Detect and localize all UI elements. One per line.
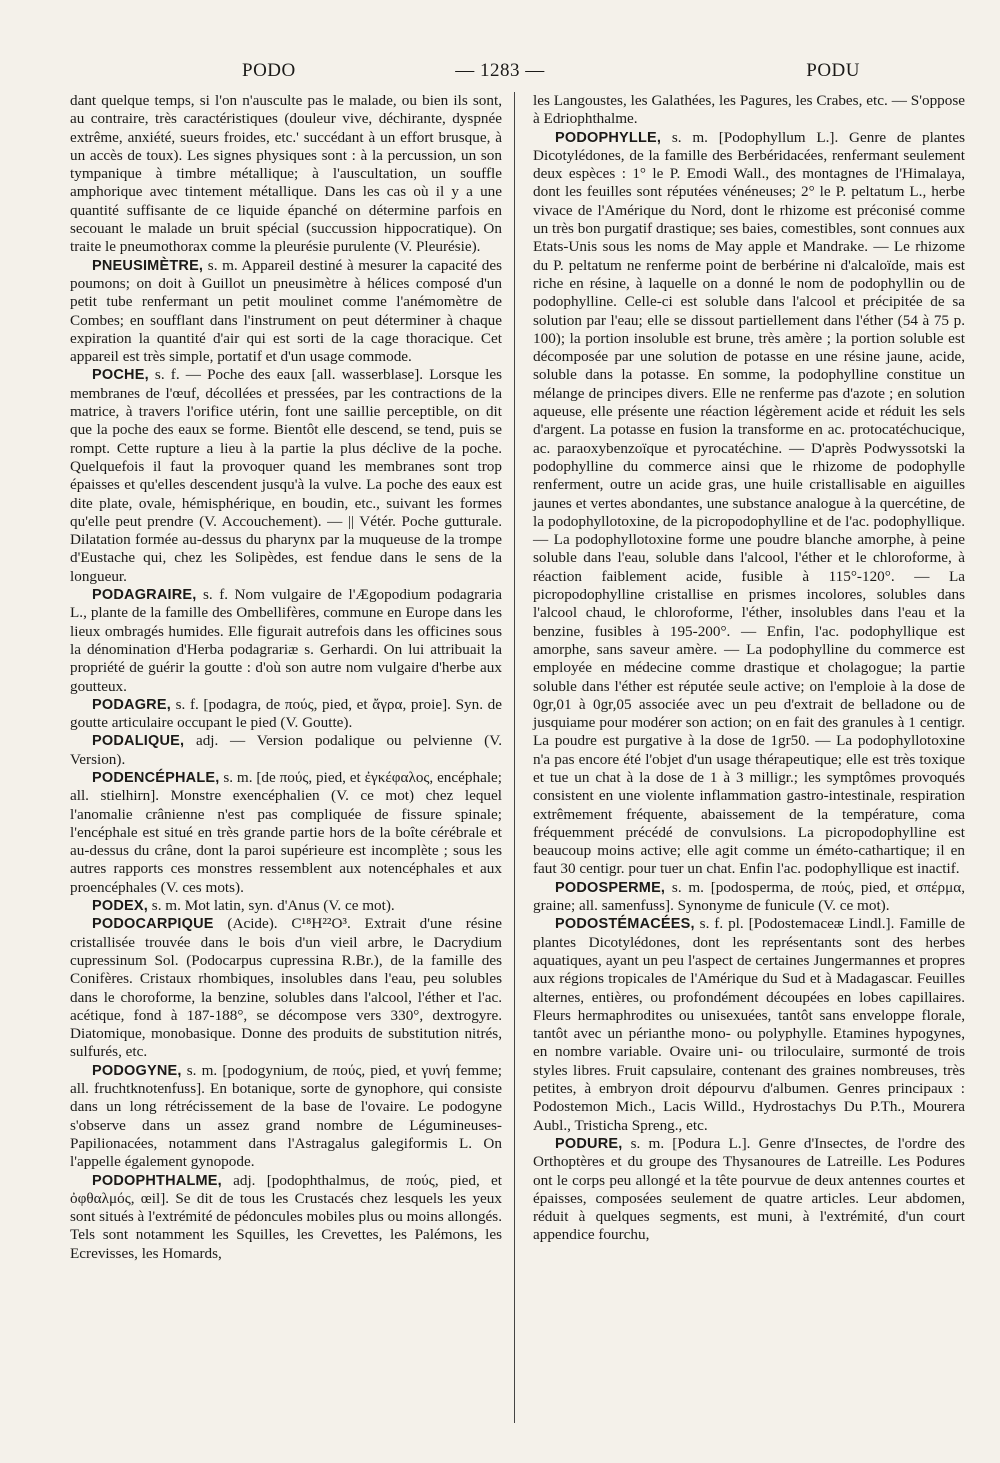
- dictionary-entry: [70, 257, 502, 367]
- entry-headword: PODURE,: [555, 1135, 623, 1152]
- entry-headword: PODOPHTHALME,: [92, 1172, 222, 1189]
- dictionary-entry: [70, 1172, 502, 1263]
- dictionary-entry: [70, 897, 502, 915]
- entry-text: adj. — Version podalique ou pelvienne (V. Version).: [70, 732, 502, 768]
- entry-text: s. m. [Podophyllum L.]. Genre de plantes Dicotylédones, de la famille des Berbéridacées, renfermant seulement deux espèces : 1° le P. Emodi Wall., des montagnes de l'Himalaya, dont les feuilles sont réputées vénéneuses; 2° le P. peltatum L., herbe vivace de l'Amérique du Nord, dont le rhizome est préconisé comme un très bon purgatif drastique; ses baies, comestibles, sont connues aux Etats-Unis sous les noms de May apple et Mandrake. — Le rhizome du P. peltatum ne renferme point de berbérine ni d'alcaloïde, mais est riche en résine, à laquelle on a donné le nom de podophyllin ou de podophylline. Celle-ci est soluble dans l'alcool et précipitée de sa solution par l'eau; elle se dissout partiellement dans l'éther (54 à 75 p. 100); la portion insoluble est brune, très amère ; la portion soluble est décomposée par une solution de potasse en une résine jaune, acide, soluble dans la potasse. En somme, la podophylline constitue un mélange de principes divers. Elle ne renferme pas d'azote ; en solution aqueuse, elle présente une réaction légèrement acide et réduit les sels d'argent. La potasse en fusion la transforme en ac. protocatéchucique, ac. paraoxybenzoïque et pyrocatéchine. — D'après Podwyssotski la podophylline du commerce ainsi que le rhizome de podophylle renferment, outre un acide gras, une huile cristallisable en aiguilles jaunes et vertes abondantes, une substance analogue à la quercétine, de la podophyllotoxine, de la picropodophylline et de l'ac. podophyllique. — La podophyllotoxine forme une poudre blanche amorphe, à peine soluble dans l'eau, soluble dans l'alcool, l'éther et le chloroforme, à réaction faiblement acide, fusible à 115°-120°. — La picropodophylline cristallise en prismes incolores, solubles dans l'alcool chaud, le chloroforme, l'éther, insolubles dans l'eau et la benzine, fusibles à 195-200°. — Enfin, l'ac. podophyllique est amorphe, sans saveur amère. — La podophylline du commerce est employée en médecine comme drastique et cholagogue; la partie soluble dans l'éther est réputée seule active; on l'emploie à la dose de 0gr,01 à 0gr,05 associée avec un peu d'extrait de belladone ou de jusquiame pour modérer son action; on en fait des granules à 1 centigr. La poudre est purgative à la dose de 1gr50. — La podophyllotoxine n'a pas encore été l'objet d'un usage thérapeutique; elle est très toxique et tue un chat à la dose de 1 à 3 milligr.; les symptômes provoqués consistent en une violente inflammation gastro-intestinale, respiration extrêmement fréquente, abaissement de la température, coma fréquemment précédé de convulsions. La picropodophylline est beaucoup moins active; elle agit comme un éméto-cathartique; il en faut 30 centigr. pour tuer un chat. Enfin l'ac. podophyllique est inactif.: [533, 128, 965, 878]
- entry-text: s. f. [podagra, de πούς, pied, et ἄγρα, proie]. Syn. de goutte articulaire occupant le pied (V. Goutte).: [70, 695, 502, 732]
- entry-headword: PODOSPERME,: [555, 879, 666, 896]
- dictionary-entry: [70, 92, 502, 257]
- entry-text: s. f. — Poche des eaux [all. wasserblase]. Lorsque les membranes de l'œuf, décollées et pressées, par les contractions de la matrice, à travers l'orifice utérin, font une saillie perceptible, on dit que la poche des eaux se forme. Bientôt elle descend, se tend, puis se rompt. Cette rupture a lieu à la partie la plus déclive de la poche. Quelquefois il faut la provoquer quand les membranes sont trop épaisses et qu'elles descendent jusqu'à la vulve. La poche des eaux est dite plate, ovale, hémisphérique, en boudin, etc., suivant les formes qu'elle peut prendre (V. Accouchement). — || Vétér. Poche gutturale. Dilatation formée au-dessus du pharynx par la muqueuse de la trompe d'Eustache qui, chez les Solipèdes, est fendue dans le sens de la longueur.: [70, 366, 502, 585]
- dictionary-entry: [70, 732, 502, 769]
- left-column: [70, 92, 515, 1423]
- entry-text: s. m. Appareil destiné à mesurer la capacité des poumons; on doit à Guillot un pneusimètre à hélices composé d'un petit tube renfermant un petit moulinet comme l'anémomètre de Combes; en soufflant dans l'instrument on peut déterminer à chaque expiration la quantité d'air qui est sorti de la cage thoracique. Cet appareil est très simple, portatif et d'un usage commode.: [70, 256, 502, 366]
- entry-headword: POCHE,: [92, 367, 149, 384]
- entry-headword: PODOSTÉMACÉES,: [555, 916, 695, 933]
- entry-text: s. m. Mot latin, syn. d'Anus (V. ce mot).: [148, 897, 395, 915]
- entry-headword: PODAGRAIRE,: [92, 587, 197, 604]
- page-number: — 1283 —: [455, 60, 545, 81]
- dictionary-entry: [533, 129, 965, 879]
- entry-headword: PODALIQUE,: [92, 733, 185, 750]
- entry-text: dant quelque temps, si l'on n'ausculte pas le malade, ou bien ils sont, au contraire, très caractéristiques (douleur vive, déchirante, dyspnée extrême, anxiété, sueurs froides, etc.' succédant à un effort brusque, à un accès de toux). Les signes physiques sont : à la percussion, un son tympanique à timbre métallique; à l'auscultation, un souffle amphorique avec tintement métallique. Dans les cas où il y a une quantité suffisante de ce liquide épanché on détermine parfois en secouant le malade un bruit spécial (succussion hippocratique). On traite le pneumothorax comme la pleurésie purulente (V. Pleurésie).: [70, 92, 502, 256]
- entry-headword: PODOCARPIQUE: [92, 916, 214, 933]
- text-columns: [70, 92, 965, 1423]
- entry-text: les Langoustes, les Galathées, les Pagures, les Crabes, etc. — S'oppose à Edriophthalme.: [533, 92, 965, 128]
- entry-text: (Acide). C¹⁸H²²O³. Extrait d'une résine cristallisée trouvée dans le bois d'un vieil arbre, le Dacrydium cupressinum Sol. (Podocarpus cupressina R.Br.), de la famille des Conifères. Cristaux rhombiques, insolubles dans l'eau, peu solubles dans le choroforme, la benzine, solubles dans l'alcool, l'éther et l'ac. acétique, fond à 187-188°, se décompose vers 330°, dextrogyre. Diatomique, monobasique. Donne des produits de substitution nitrés, sulfurés, etc.: [70, 915, 502, 1061]
- dictionary-entry: [533, 92, 965, 129]
- header-left-guide-word: PODO: [242, 60, 296, 81]
- dictionary-entry: [70, 1062, 502, 1172]
- entry-text: s. f. pl. [Podostemaceæ Lindl.]. Famille de plantes Dicotylédones, dont les représentants sont des herbes aquatiques, ayant un peu l'aspect de certaines Jungermannes et propres aux régions tropicales de l'Amérique du Sud et à Madagascar. Feuilles alternes, entières, ou profondément découpées en lobes capillaires. Fleurs hermaphrodites ou unisexuées, tantôt sans enveloppe florale, tantôt avec un périanthe mono- ou polyphylle. Etamines hypogynes, en nombre variable. Ovaire uni- ou triloculaire, surmonté de trois styles libres. Fruit capsulaire, contenant des graines nombreuses, très petites, à embryon droit dépourvu d'albumen. Genres principaux : Podostemon Mich., Lacis Willd., Hydrostachys Du P.Th., Mourera Aubl., Tristicha Spreng., etc.: [533, 915, 965, 1134]
- dictionary-entry: [533, 915, 965, 1135]
- entry-text: s. m. [podogynium, de πούς, pied, et γυνή femme; all. fruchtknotenfuss]. En botanique, sorte de gynophore, qui consiste dans un long rétrécissement de la base de l'ovaire. Le podogyne s'observe dans un assez grand nombre de Légumineuses-Papilionacées, notamment dans l'Astragalus galegiformis L. On l'appelle également gynopode.: [70, 1061, 502, 1171]
- dictionary-entry: [70, 586, 502, 696]
- entry-text: s. m. [podosperma, de πούς, pied, et σπέρμα, graine; all. samenfuss]. Synonyme de funicule (V. ce mot).: [533, 878, 965, 915]
- entry-text: s. f. Nom vulgaire de l'Ægopodium podagraria L., plante de la famille des Ombellifères, commune en Europe dans les lieux ombragés humides. Elle figurait autrefois dans les officines sous la dénomination d'Herba podagrariæ s. Gerhardi. On lui attribuait la propriété de guérir la goutte : d'où son autre nom vulgaire d'herbe aux goutteux.: [70, 586, 502, 695]
- dictionary-entry: [70, 769, 502, 897]
- dictionary-entry: [533, 1135, 965, 1245]
- entry-headword: PODOGYNE,: [92, 1062, 182, 1079]
- entry-headword: PODEX,: [92, 898, 148, 915]
- entry-headword: PODOPHYLLE,: [555, 129, 662, 146]
- dictionary-entry: [70, 696, 502, 733]
- right-column: [529, 92, 965, 1423]
- dictionary-entry: [70, 366, 502, 586]
- entry-headword: PODAGRE,: [92, 696, 171, 713]
- page-header: [70, 56, 930, 86]
- dictionary-entry: [70, 915, 502, 1061]
- entry-text: adj. [podophthalmus, de πούς, pied, et ὀφθαλμός, œil]. Se dit de tous les Crustacés chez lesquels les yeux sont situés à l'extrémité de pédoncules mobiles plus ou moins allongés. Tels sont notamment les Squilles, les Crevettes, les Palémons, les Ecrevisses, les Homards,: [70, 1171, 502, 1262]
- entry-headword: PODENCÉPHALE,: [92, 769, 220, 786]
- header-right-guide-word: PODU: [806, 60, 860, 81]
- dictionary-entry: [533, 879, 965, 916]
- entry-headword: PNEUSIMÈTRE,: [92, 257, 204, 274]
- entry-text: s. m. [Podura L.]. Genre d'Insectes, de l'ordre des Orthoptères et du groupe des Thysanoures de Latreille. Les Podures ont le corps peu allongé et la tête pourvue de deux antennes courtes et épaisses, composées seulement de quatre articles. Leur abdomen, réduit à quelques segments, est muni, à l'extrémité, d'un court appendice fourchu,: [533, 1134, 965, 1244]
- entry-text: s. m. [de πούς, pied, et ἐγκέφαλος, encéphale; all. stielhirn]. Monstre exencéphalien (V. ce mot) chez lequel l'anomalie crânienne n'est pas compliquée de fissure spinale; l'encéphale est situé en très grande partie hors de la boîte cérébrale et au-dessus du crâne, dont la paroi supérieure est incomplète ; sous les autres rapports ces monstres ressemblent aux notencéphales et aux proencéphales (V. ces mots).: [70, 768, 502, 896]
